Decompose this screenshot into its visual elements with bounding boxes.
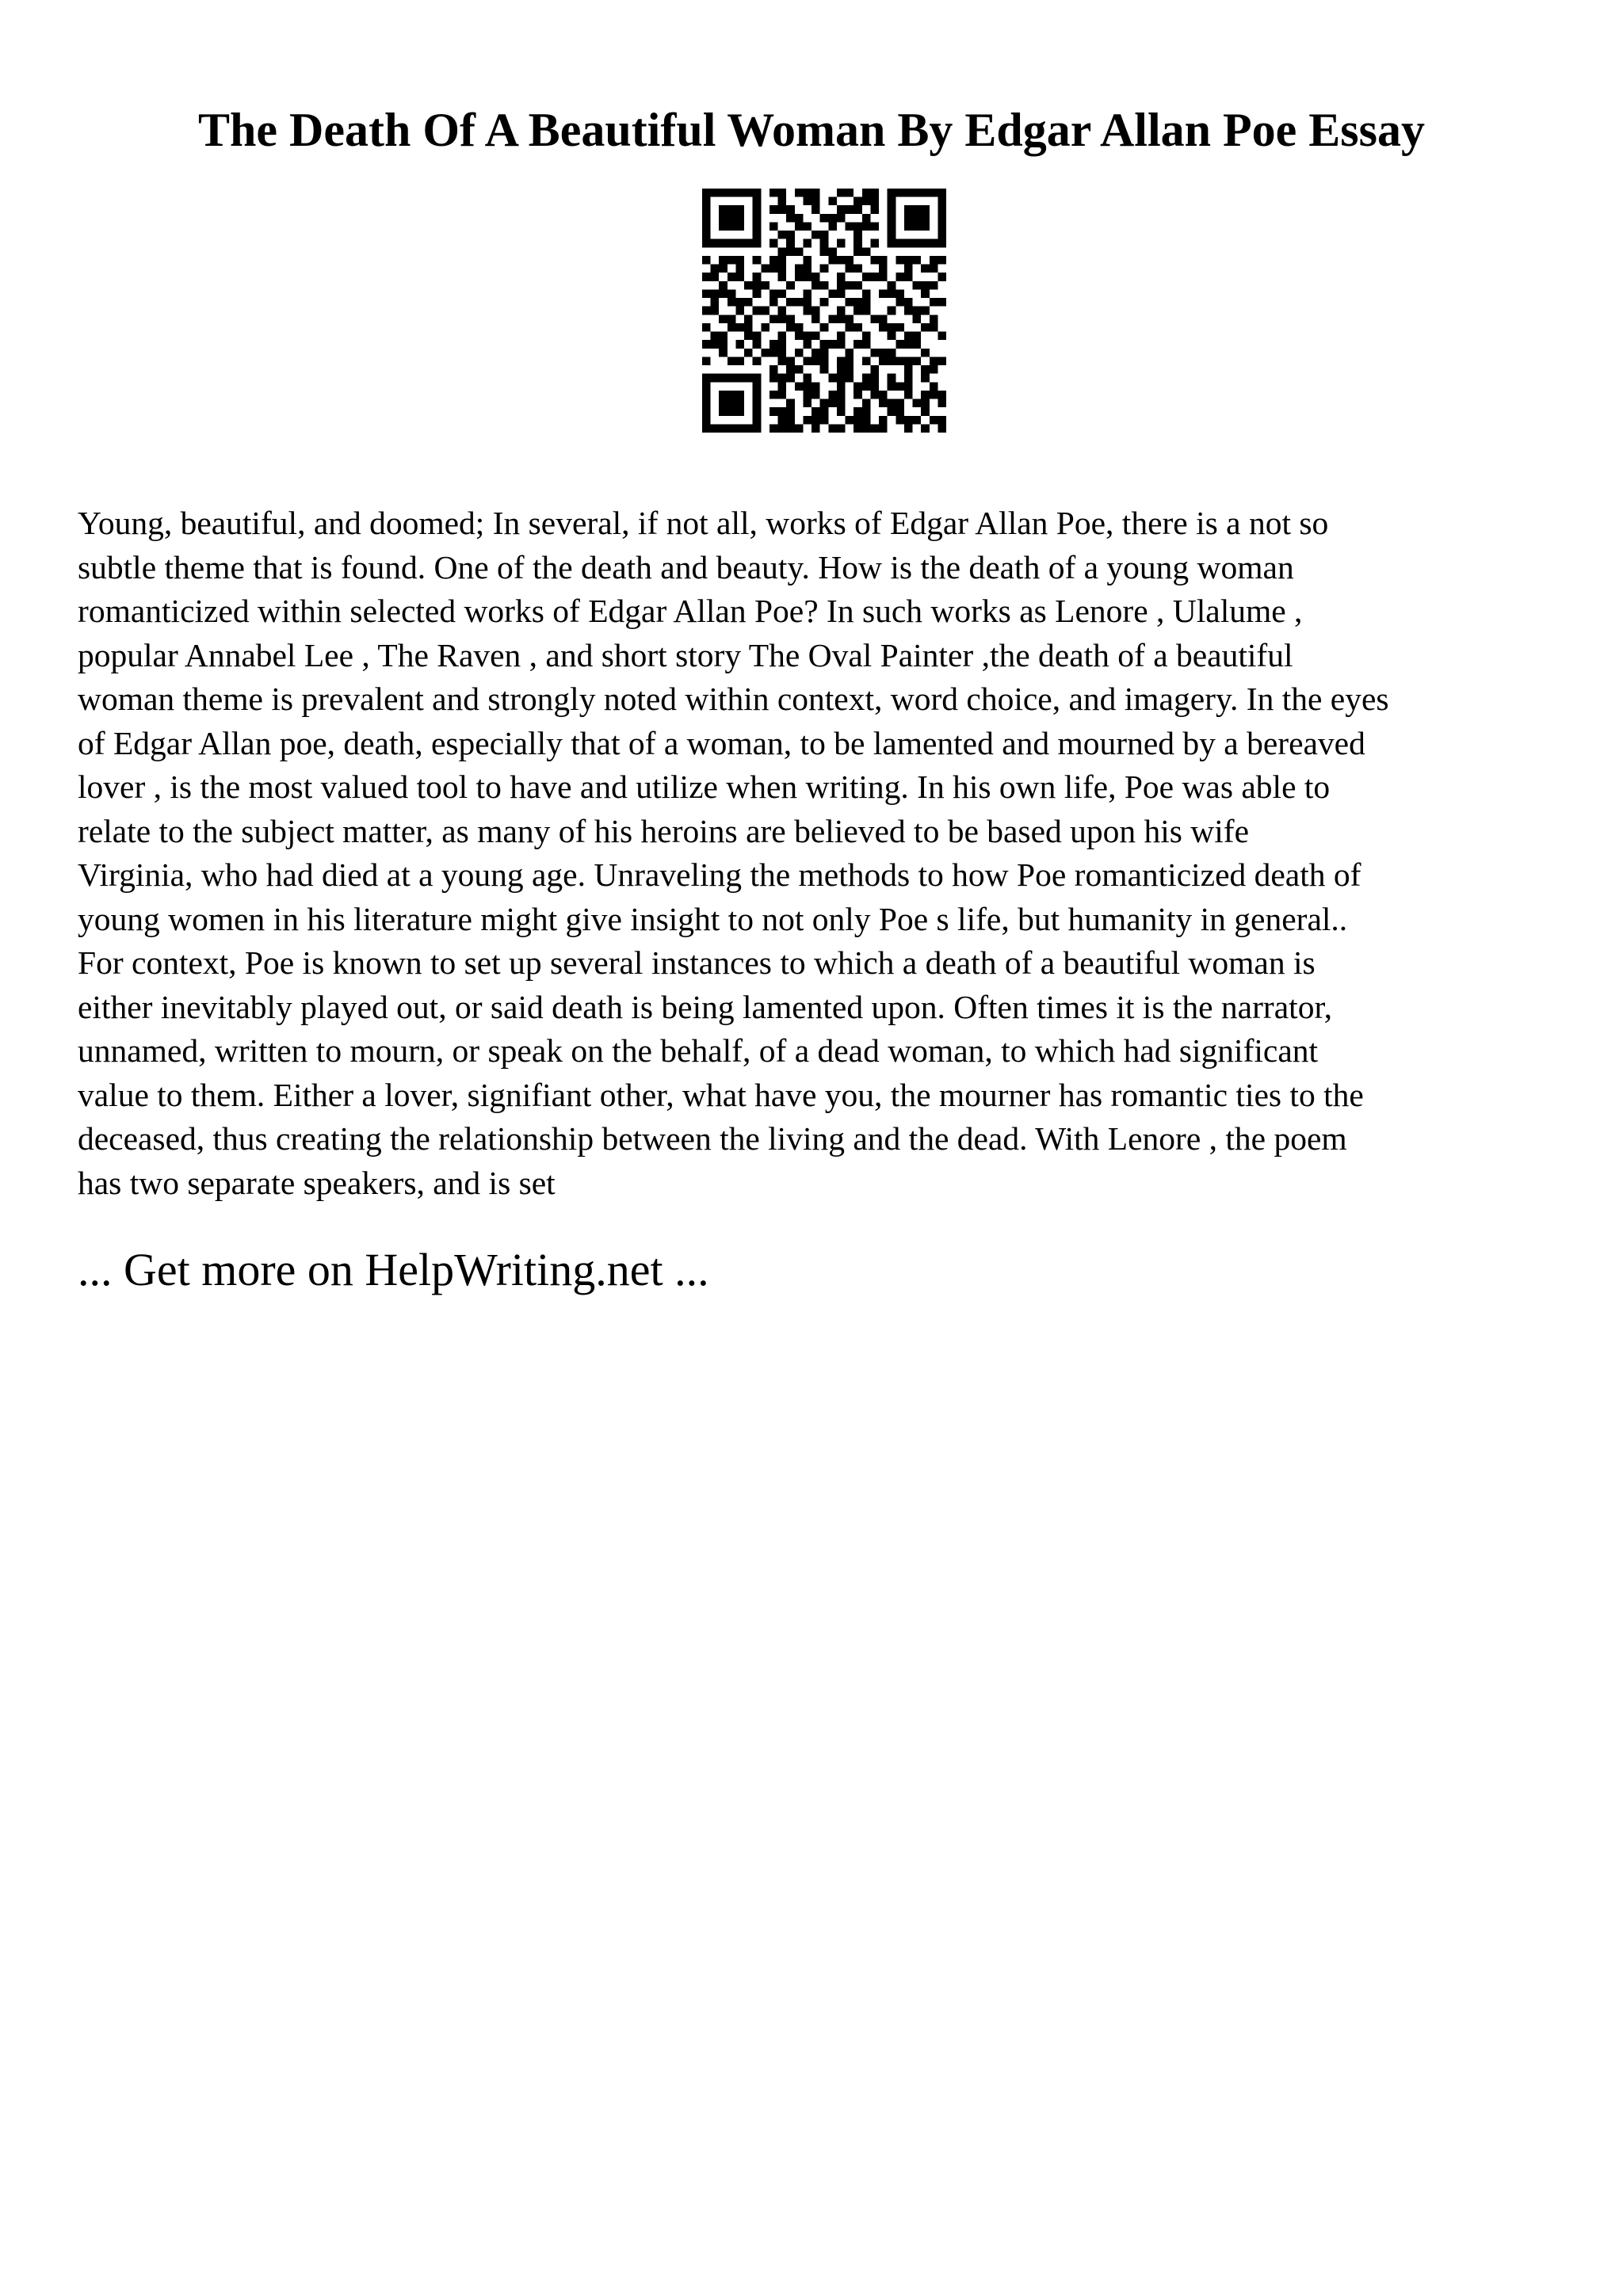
excerpt-line: deceased, thus creating the relationship between the living and the dead. With Lenore , the poem <box>78 1120 1347 1157</box>
excerpt-line: young women in his literature might give insight to not only Poe s life, but humanity in general.. <box>78 900 1348 937</box>
essay-excerpt <box>78 502 1556 1205</box>
get-more-link[interactable]: ... Get more on HelpWriting.net ... <box>78 1244 709 1295</box>
document-title: The Death Of A Beautiful Woman By Edgar Allan Poe Essay <box>197 104 1426 156</box>
excerpt-line: For context, Poe is known to set up several instances to which a death of a beautiful woman is <box>78 944 1316 981</box>
excerpt-line: woman theme is prevalent and strongly noted within context, word choice, and imagery. In the eyes <box>78 681 1389 717</box>
excerpt-line: romanticized within selected works of Edgar Allan Poe? In such works as Lenore , Ulalume , <box>78 593 1303 629</box>
excerpt-line: relate to the subject matter, as many of his heroins are believed to be based upon his wife <box>78 812 1250 849</box>
excerpt-line: either inevitably played out, or said death is being lamented upon. Often times it is the narrator, <box>78 988 1332 1025</box>
excerpt-line: Virginia, who had died at a young age. Unraveling the methods to how Poe romanticized death of <box>78 856 1361 893</box>
excerpt-line: has two separate speakers, and is set <box>78 1164 556 1201</box>
excerpt-line: of Edgar Allan poe, death, especially that of a woman, to be lamented and mourned by a bereaved <box>78 724 1365 761</box>
excerpt-line: value to them. Either a lover, signifiant other, what have you, the mourner has romantic ties to the <box>78 1076 1364 1113</box>
excerpt-line: lover , is the most valued tool to have and utilize when writing. In his own life, Poe was able to <box>78 769 1331 805</box>
qr-code-icon[interactable] <box>702 189 946 433</box>
excerpt-line: unnamed, written to mourn, or speak on the behalf, of a dead woman, to which had significant <box>78 1032 1319 1069</box>
excerpt-line: popular Annabel Lee , The Raven , and short story The Oval Painter ,the death of a beautiful <box>78 636 1293 673</box>
excerpt-line: subtle theme that is found. One of the death and beauty. How is the death of a young woman <box>78 548 1294 585</box>
excerpt-line: Young, beautiful, and doomed; In several, if not all, works of Edgar Allan Poe, there is a not so <box>78 505 1329 541</box>
